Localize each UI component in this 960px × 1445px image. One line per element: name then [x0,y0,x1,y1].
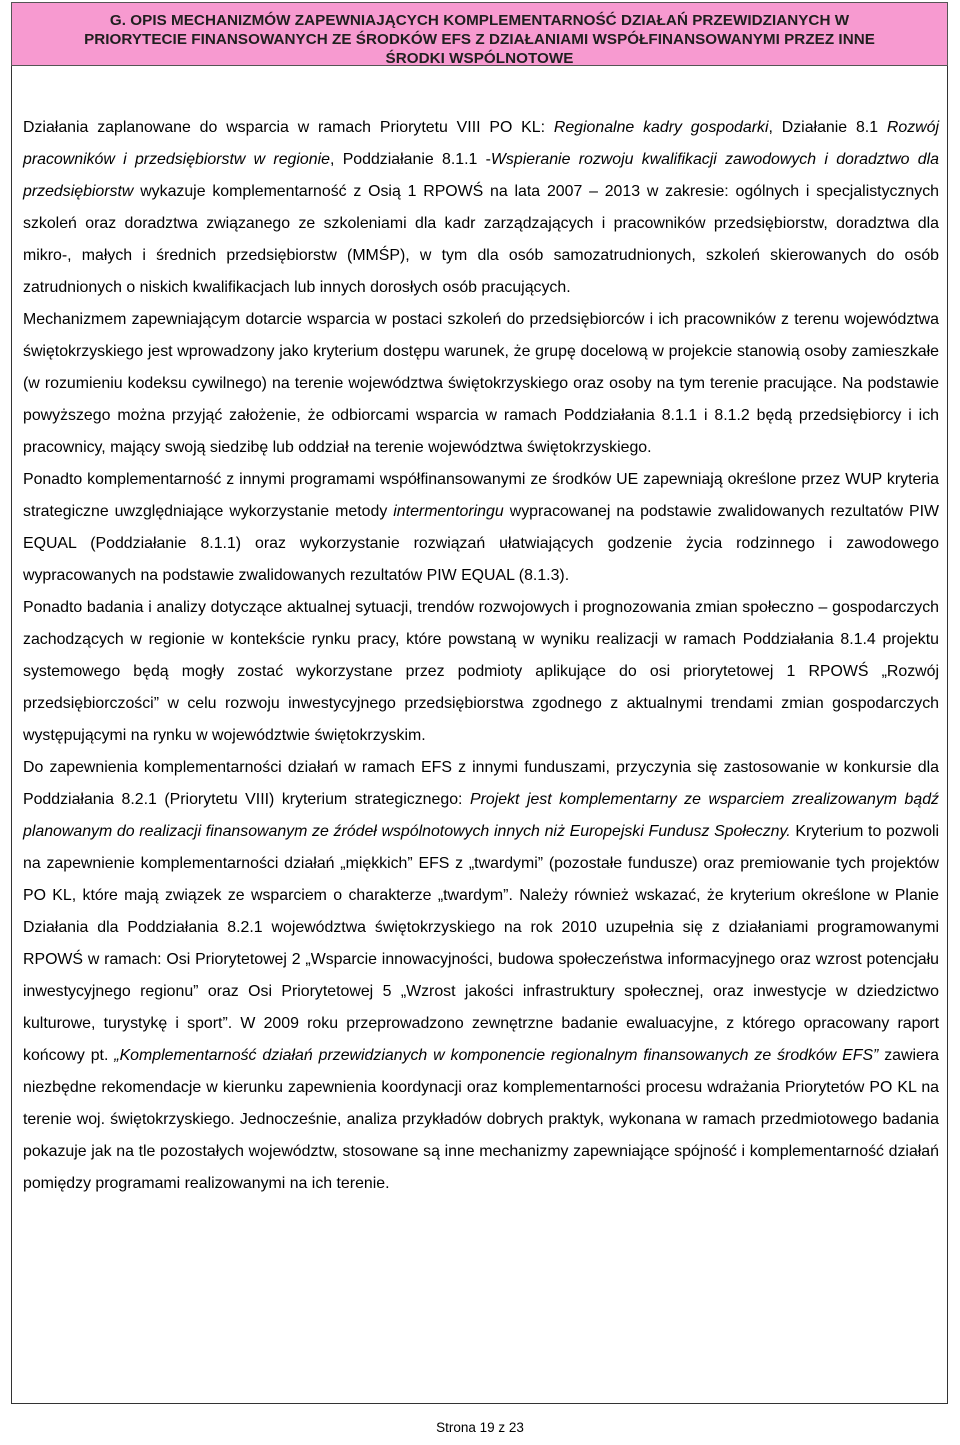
italic-text-run: Rozwój pracowników i przedsiębiorstw w regionie [23,119,939,168]
text-run: wypracowanej na podstawie zwalidowanych rezultatów PIW EQUAL (Poddziałanie 8.1.1) oraz wykorzystanie rozwiązań ułatwiających godzenie życia rodzinnego i zawodowego wypracowanych na podstawie zwalidowanych rezultatów PIW EQUAL (8.1.3). [23,503,939,584]
text-run: Ponadto badania i analizy dotyczące aktualnej sytuacji, trendów rozwojowych i prognozowania zmian społeczno – gospodarczych zachodzących w regionie w kontekście rynku pracy, które powstaną w wyniku realizacji w ramach Poddziałania 8.1.4 projektu systemowego będą mogły zostać wykorzystane przez podmioty aplikujące do osi priorytetowej 1 RPOWŚ „Rozwój przedsiębiorczości” w celu rozwoju inwestycyjnego przedsiębiorstwa zgodnego z aktualnymi trendami zmian gospodarczych występującymi na rynku w województwie świętokrzyskim. [23,599,939,744]
text-run: Kryterium to pozwoli na zapewnienie komplementarności działań „miękkich” EFS z „twardymi” (pozostałe fundusze) oraz premiowanie tych projektów PO KL, które mają związek ze wsparciem o charakterze „twardym”. Należy również wskazać, że kryterium określone w Planie Działania dla Poddziałania 8.2.1 województwa świętokrzyskiego na rok 2010 uzupełnia się z działaniami programowanymi RPOWŚ w ramach: Osi Priorytetowej 2 „Wsparcie innowacyjności, budowa społeczeństwa informacyjnego oraz wzrost potencjału inwestycyjnego regionu” oraz Osi Priorytetowej 5 „Wzrost jakości infrastruktury społecznej, oraz inwestycje w dziedzictwo kulturowe, turystykę i sport”. W 2009 roku przeprowadzono zewnętrzne badanie ewaluacyjne, z którego opracowany raport końcowy pt. [23,823,940,1064]
page-number: Strona 19 z 23 [436,1420,524,1435]
paragraph [23,752,939,1200]
paragraph [23,304,939,464]
header-line-2: PRIORYTECIE FINANSOWANYCH ZE ŚRODKÓW EFS Z DZIAŁANIAMI WSPÓŁFINANSOWANYMI PRZEZ INNE [84,31,875,48]
paragraph [23,592,939,752]
italic-text-run: Projekt jest komplementarny ze wsparciem zrealizowanym bądź planowanym do realizacji finansowanym ze źródeł wspólnotowych innych niż Europejski Fundusz Społeczny. [23,791,939,840]
italic-text-run: „Komplementarność działań przewidzianych w komponencie regionalnym finansowanych ze środków EFS” [114,1047,879,1064]
italic-text-run: Regionalne kadry gospodarki [553,119,769,136]
italic-text-run: Wspieranie rozwoju kwalifikacji zawodowych i doradztwo dla przedsiębiorstw [23,151,940,200]
section-header [11,2,948,66]
text-run: Do zapewnienia komplementarności działań w ramach EFS z innymi funduszami, przyczynia się zastosowanie w konkursie dla Poddziałania 8.2.1 (Priorytetu VIII) kryterium strategicznego: [23,759,939,808]
text-run: , Poddziałanie 8.1.1 - [329,151,491,168]
italic-text-run: intermentoringu [393,503,504,520]
text-run: Działania zaplanowane do wsparcia w ramach Priorytetu VIII PO KL: [23,119,554,136]
paragraph [23,112,939,304]
text-run: zawiera niezbędne rekomendacje w kierunku zapewnienia koordynacji oraz komplementarności procesu wdrażania Priorytetów PO KL na terenie woj. świętokrzyskiego. Jednocześnie, analiza przykładów dobrych praktyk, wykonana w ramach przedmiotowego badania pokazuje jak na tle pozostałych województw, stosowane są inne mechanizmy zapewniające spójność i komplementarność działań pomiędzy programami realizowanymi na ich terenie. [23,1047,939,1192]
text-run: wykazuje komplementarność z Osią 1 RPOWŚ na lata 2007 – 2013 w zakresie: ogólnych i specjalistycznych szkoleń oraz doradztwa związanego ze szkoleniami dla kadr zarządzających i pracowników przedsiębiorstw, doradztwa dla mikro-, małych i średnich przedsiębiorstw (MMŚP), w tym dla osób samozatrudnionych, szkoleń skierowanych do osób zatrudnionych o niskich kwalifikacjach lub innych dorosłych osób pracujących. [23,183,939,296]
header-line-1: G. OPIS MECHANIZMÓW ZAPEWNIAJĄCYCH KOMPLEMENTARNOŚĆ DZIAŁAŃ PRZEWIDZIANYCH W [109,12,850,29]
paragraph [23,464,939,592]
header-line-3: ŚRODKI WSPÓLNOTOWE [385,50,574,67]
text-run: Mechanizmem zapewniającym dotarcie wsparcia w postaci szkoleń do przedsiębiorców i ich pracowników z terenu województwa świętokrzyskiego jest wprowadzony jako kryterium dostępu warunek, że grupę docelową w projekcie stanowią osoby zamieszkałe (w rozumieniu kodeksu cywilnego) na terenie województwa świętokrzyskiego oraz osoby na tym terenie pracujące. Na podstawie powyższego można przyjąć założenie, że odbiorcami wsparcia w ramach Poddziałania 8.1.1 i 8.1.2 będą przedsiębiorcy i ich pracownicy, mający swoją siedzibę lub oddział na terenie województwa świętokrzyskiego. [23,311,939,456]
text-run: Ponadto komplementarność z innymi programami współfinansowanymi ze środków UE zapewniają określone przez WUP kryteria strategiczne uwzględniające wykorzystanie metody [23,471,939,520]
document-body [23,112,939,1200]
text-run: , Działanie 8.1 [768,119,887,136]
